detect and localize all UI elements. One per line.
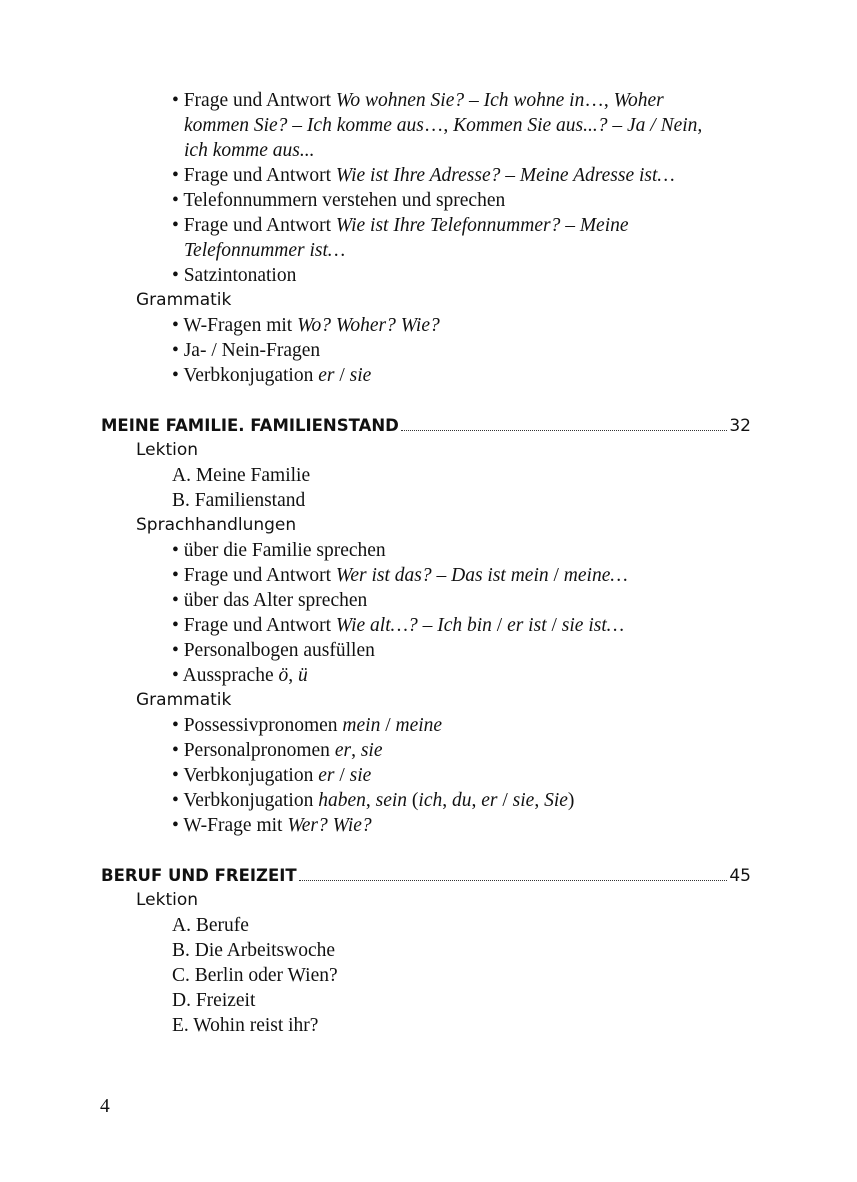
lesson-item: A. Meine Familie — [172, 465, 311, 486]
bullet-line: • Verbkonjugation er / sie — [172, 365, 372, 386]
chapter-page-number: 45 — [729, 866, 751, 886]
bullet-line: • Frage und Antwort Wie alt…? – Ich bin / er ist / sie ist… — [172, 615, 625, 636]
toc-entry-chapter[interactable] — [101, 413, 751, 438]
bullet-line: • Frage und Antwort Wie ist Ihre Adresse? – Meine Adresse ist… — [172, 165, 675, 186]
lesson-item: D. Freizeit — [172, 990, 256, 1011]
bullet-line: • Frage und Antwort Wie ist Ihre Telefonnummer? – Meine — [172, 215, 629, 236]
bullet-line: • Frage und Antwort Wo wohnen Sie? – Ich wohne in…, Woher — [172, 90, 664, 111]
lesson-item: A. Berufe — [172, 915, 249, 936]
chapter-title: MEINE FAMILIE. FAMILIENSTAND — [101, 416, 399, 435]
bullet-line: • Verbkonjugation haben, sein (ich, du, er / sie, Sie) — [172, 790, 575, 811]
bullet-line: • Verbkonjugation er / sie — [172, 765, 372, 786]
lesson-item: E. Wohin reist ihr? — [172, 1015, 319, 1036]
bullet-line-continuation: Telefonnummer ist… — [184, 240, 346, 261]
subheading-grammatik: Grammatik — [136, 690, 232, 710]
lesson-item: B. Familienstand — [172, 490, 306, 511]
bullet-line: • W-Fragen mit Wo? Woher? Wie? — [172, 315, 440, 336]
bullet-line: • W-Frage mit Wer? Wie? — [172, 815, 372, 836]
chapter-title: BERUF UND FREIZEIT — [101, 866, 297, 885]
bullet-line: • über die Familie sprechen — [172, 540, 386, 561]
bullet-line: • Ja- / Nein-Fragen — [172, 340, 321, 361]
lesson-item: C. Berlin oder Wien? — [172, 965, 338, 986]
bullet-line: • Telefonnummern verstehen und sprechen — [172, 190, 506, 211]
dot-leader — [299, 879, 728, 881]
bullet-line: • Personalpronomen er, sie — [172, 740, 383, 761]
subheading-sprachhandlungen: Sprachhandlungen — [136, 515, 297, 535]
bullet-line: • Personalbogen ausfüllen — [172, 640, 375, 661]
subheading-grammatik: Grammatik — [136, 290, 232, 310]
bullet-line: • Aussprache ö, ü — [172, 665, 308, 686]
bullet-line-continuation: kommen Sie? – Ich komme aus…, Kommen Sie aus...? – Ja / Nein, — [184, 115, 703, 136]
dot-leader — [401, 429, 727, 431]
bullet-line: • Satzintonation — [172, 265, 297, 286]
subheading-lektion: Lektion — [136, 890, 199, 910]
toc-entry-chapter[interactable] — [101, 863, 751, 888]
subheading-lektion: Lektion — [136, 440, 199, 460]
chapter-page-number: 32 — [729, 416, 751, 436]
lesson-item: B. Die Arbeitswoche — [172, 940, 336, 961]
bullet-line: • Possessivpronomen mein / meine — [172, 715, 443, 736]
page-number: 4 — [100, 1096, 110, 1117]
bullet-line: • über das Alter sprechen — [172, 590, 368, 611]
bullet-line: • Frage und Antwort Wer ist das? – Das ist mein / meine… — [172, 565, 628, 586]
bullet-line-continuation: ich komme aus... — [184, 140, 315, 161]
